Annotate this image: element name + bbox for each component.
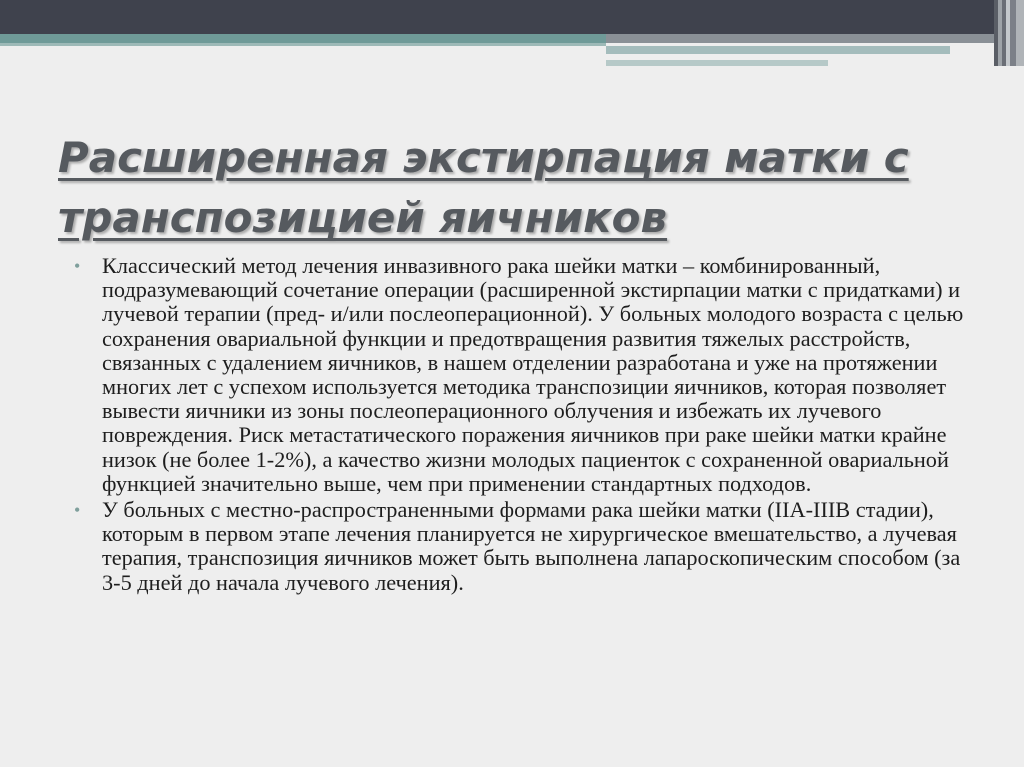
bullet-item-2	[74, 498, 974, 595]
bullet-item-1	[74, 254, 974, 496]
bullet-dot-icon: •	[74, 500, 81, 521]
top-band-teal	[0, 34, 606, 43]
bullet-text-2: У больных с местно-распространенными формами рака шейки матки (IIA-IIIB стадии), которым в первом этапе лечения планируется не хирургическое вмешательство, а лучевая терапия, транспозиция яичников может быть выполнена лапароскопическим способом (за 3-5 дней до начала лучевого лечения).	[102, 497, 961, 595]
top-band-light-stripe-2	[606, 60, 828, 66]
slide-title: Расширенная экстирпация матки с транспозицией яичников	[58, 133, 909, 242]
bullet-list	[74, 254, 974, 597]
bullet-dot-icon: •	[74, 256, 81, 276]
top-band-thin-stripe	[0, 43, 606, 46]
top-band-grey	[606, 34, 1024, 43]
top-band-light-stripe-1	[606, 46, 950, 54]
bullet-text-1: Классический метод лечения инвазивного рака шейки матки – комбинированный, подразумевающий сочетание операции (расширенной экстирпации матки с придатками) и лучевой терапии (пред- и/или послеоперационной). У больных молодого возраста с целью сохранения овариальной функции и предотвращения развития тяжелых расстройств, связанных с удалением яичников, в нашем отделении разработана и уже на протяжении многих лет с успехом используется методика транспозиции яичников, которая позволяет вывести яичники из зоны послеоперационного облучения и избежать их лучевого повреждения. Риск метастатического поражения яичников при раке шейки матки крайне низок (не более 1-2%), а качество жизни молодых пациенток с сохраненной овариальной функцией значительно выше, чем при применении стандартных подходов.	[102, 253, 964, 496]
top-band-dark	[0, 0, 1024, 34]
top-right-stripes	[994, 0, 1024, 66]
